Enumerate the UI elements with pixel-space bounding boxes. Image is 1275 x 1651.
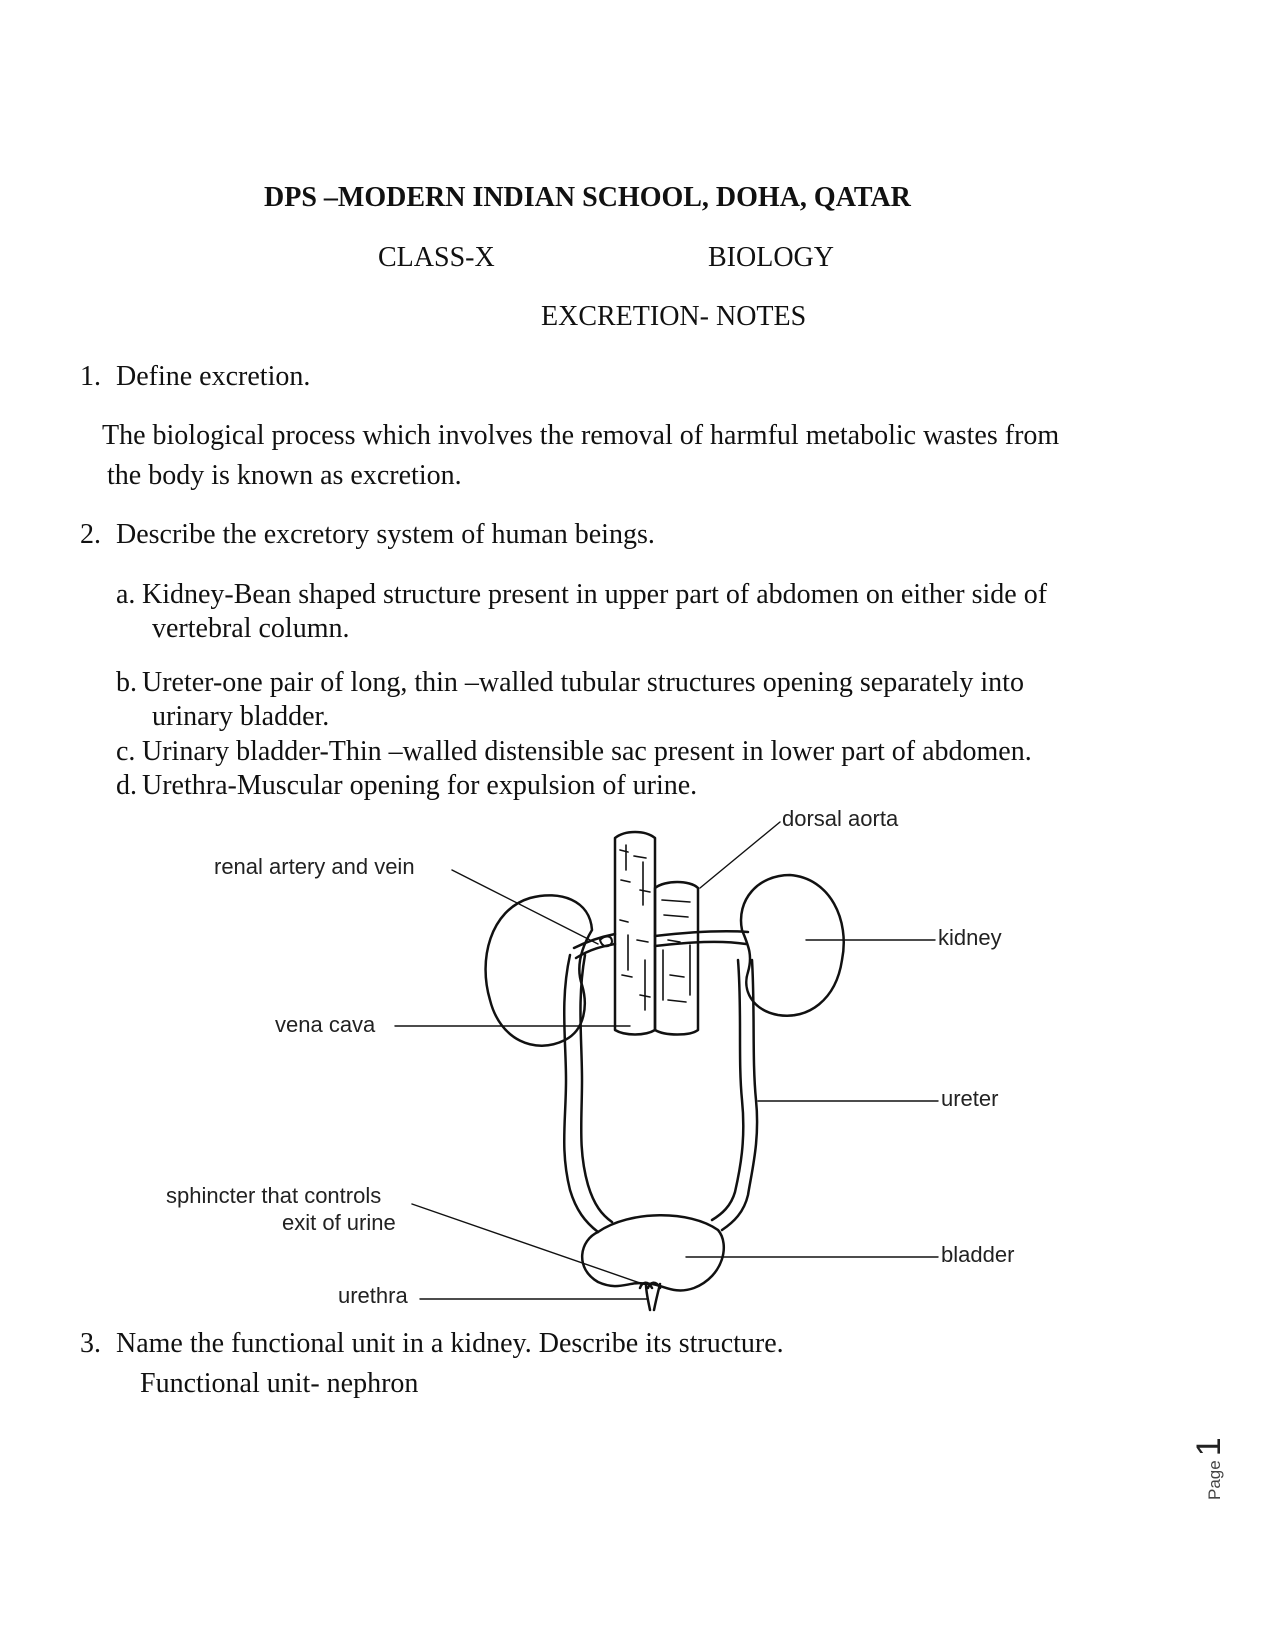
q2-item-line1: Kidney-Bean shaped structure present in upper part of abdomen on either side of [142,579,1048,610]
q2-item-line2: urinary bladder. [152,701,330,732]
q2-item-line1: Urinary bladder-Thin –walled distensible sac present in lower part of abdomen. [142,736,1032,767]
subject-label: BIOLOGY [708,242,834,273]
urethra-vessel [640,1283,660,1310]
label-renal-artery-vein: renal artery and vein [214,854,415,879]
vena-cava [615,832,655,1035]
page-footer [1190,1437,1229,1500]
urinary-bladder [582,1215,724,1290]
q2-item-line1: Ureter-one pair of long, thin –walled tubular structures opening separately into [142,667,1024,698]
q2-item-marker: b. [116,667,137,698]
label-sphincter-line2: exit of urine [282,1210,396,1235]
page-number: 1 [1190,1437,1228,1457]
label-sphincter-line1: sphincter that controls [166,1183,382,1208]
q2-item-line1: Urethra-Muscular opening for expulsion of urine. [142,770,698,801]
page-word: Page [1205,1460,1224,1500]
q1-question: Define excretion. [116,361,311,392]
q2-item-line2: vertebral column. [152,613,350,644]
leader-sphincter [412,1204,643,1284]
label-bladder: bladder [941,1242,1015,1267]
dorsal-aorta-vessel [655,882,698,1035]
label-dorsal-aorta: dorsal aorta [782,806,899,831]
school-title: DPS –MODERN INDIAN SCHOOL, DOHA, QATAR [264,182,911,213]
label-urethra: urethra [338,1283,408,1308]
q3-question: Name the functional unit in a kidney. Describe its structure. [116,1328,784,1359]
leader-renal [452,870,598,944]
class-label: CLASS-X [378,242,495,273]
q3-answer: Functional unit- nephron [140,1368,419,1399]
renal-vessels [574,931,748,958]
label-vena-cava: vena cava [275,1012,376,1037]
q1-answer-line1: The biological process which involves the removal of harmful metabolic wastes from [102,420,1060,451]
q1-answer-line2: the body is known as excretion. [107,460,462,491]
label-ureter: ureter [941,1086,999,1111]
q2-item-marker: c. [116,736,136,767]
left-kidney [486,895,592,1045]
q1-number: 1. [80,361,101,392]
q3-number: 3. [80,1328,101,1359]
topic-title: EXCRETION- NOTES [541,301,807,332]
right-kidney [741,875,844,1016]
label-kidney: kidney [938,925,1002,950]
q2-item-marker: d. [116,770,137,801]
q2-question: Describe the excretory system of human beings. [116,519,655,550]
q2-number: 2. [80,519,101,550]
q2-item-marker: a. [116,579,136,610]
